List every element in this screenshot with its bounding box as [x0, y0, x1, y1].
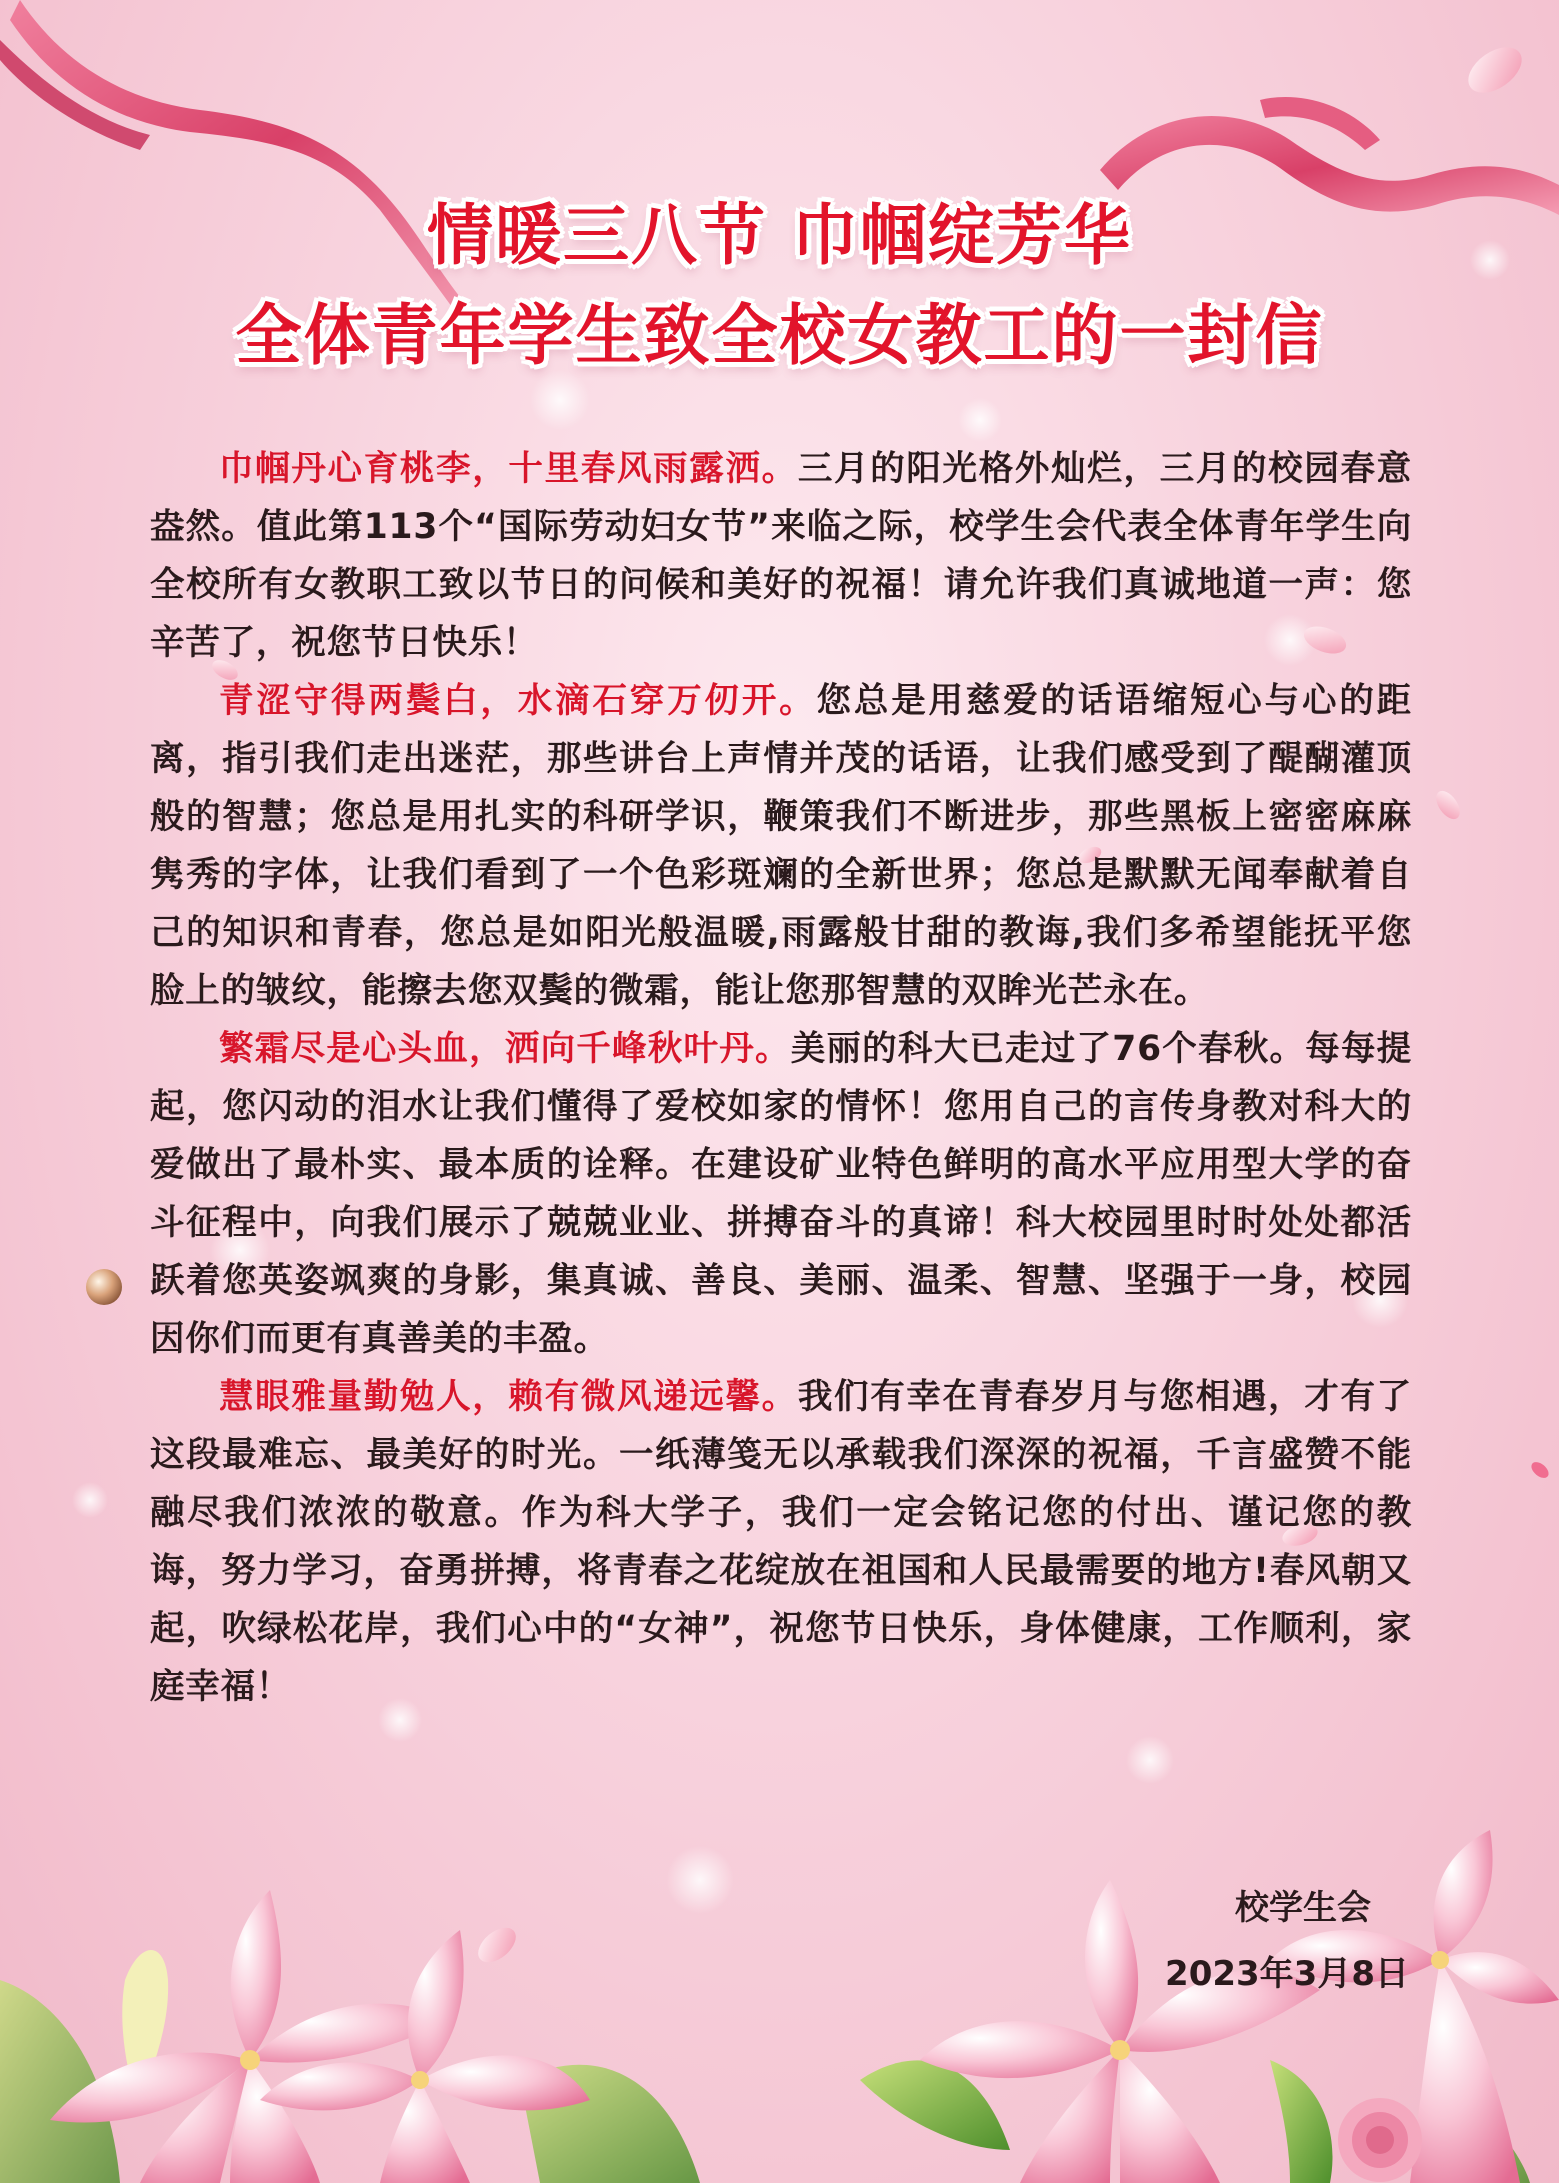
paragraph-text: 美丽的科大已走过了76个春秋。每每提起，您闪动的泪水让我们懂得了爱校如家的情怀！您用自己的言传身教对科大的爱做出了最朴实、最本质的诠释。在建设矿业特色鲜明的高水平应用型大学的奋斗征程中，向我们展示了兢兢业业、拼搏奋斗的真谛！科大校园里时时处处都活跃着您英姿飒爽的身影，集真诚、善良、美丽、温柔、智慧、坚强于一身，校园因你们而更有真善美的丰盈。	[150, 1029, 1412, 1359]
paragraph-3	[150, 1020, 1412, 1368]
paragraph-text: 您总是用慈爱的话语缩短心与心的距离，指引我们走出迷茫，那些讲台上声情并茂的话语，让我们感受到了醍醐灌顶般的智慧；您总是用扎实的科研学识，鞭策我们不断进步，那些黑板上密密麻麻隽秀的字体，让我们看到了一个色彩斑斓的全新世界；您总是默默无闻奉献着自己的知识和青春，您总是如阳光般温暖,雨露般甘甜的教诲,我们多希望能抚平您脸上的皱纹，能擦去您双鬓的微霜，能让您那智慧的双眸光芒永在。	[150, 681, 1412, 1011]
paragraph-lead: 青涩守得两鬓白，水滴石穿万仞开。	[219, 681, 817, 721]
letter-body	[150, 440, 1412, 1716]
page-title: 情暖三八节 巾帼绽芳华	[427, 197, 1132, 274]
ribbon-top-left	[0, 0, 480, 332]
signature-organization: 校学生会	[1235, 1888, 1371, 1928]
paragraph-text: 三月的阳光格外灿烂，三月的校园春意盎然。值此第113个“国际劳动妇女节”来临之际，校学生会代表全体青年学生向全校所有女教职工致以节日的问候和美好的祝福！请允许我们真诚地道一声：您辛苦了，祝您节日快乐！	[150, 449, 1412, 663]
paragraph-lead: 慧眼雅量勤勉人，赖有微风递远馨。	[219, 1377, 798, 1417]
paragraph-1	[150, 440, 1412, 672]
paragraph-lead: 繁霜尽是心头血，洒向千峰秋叶丹。	[219, 1029, 791, 1069]
paragraph-lead: 巾帼丹心育桃李，十里春风雨露洒。	[219, 449, 798, 489]
pearl-bead	[86, 1269, 122, 1305]
paragraph-2	[150, 672, 1412, 1020]
signature-date: 2023年3月8日	[1165, 1954, 1409, 1994]
paragraph-4	[150, 1368, 1412, 1716]
page-subtitle: 全体青年学生致全校女教工的一封信	[235, 297, 1324, 374]
paragraph-text: 我们有幸在青春岁月与您相遇，才有了这段最难忘、最美好的时光。一纸薄笺无以承载我们深深的祝福，千言盛赞不能融尽我们浓浓的敬意。作为科大学子，我们一定会铭记您的付出、谨记您的教诲，努力学习，奋勇拼搏，将青春之花绽放在祖国和人民最需要的地方!春风朝又起，吹绿松花岸，我们心中的“女神”，祝您节日快乐，身体健康，工作顺利，家庭幸福！	[150, 1377, 1412, 1707]
